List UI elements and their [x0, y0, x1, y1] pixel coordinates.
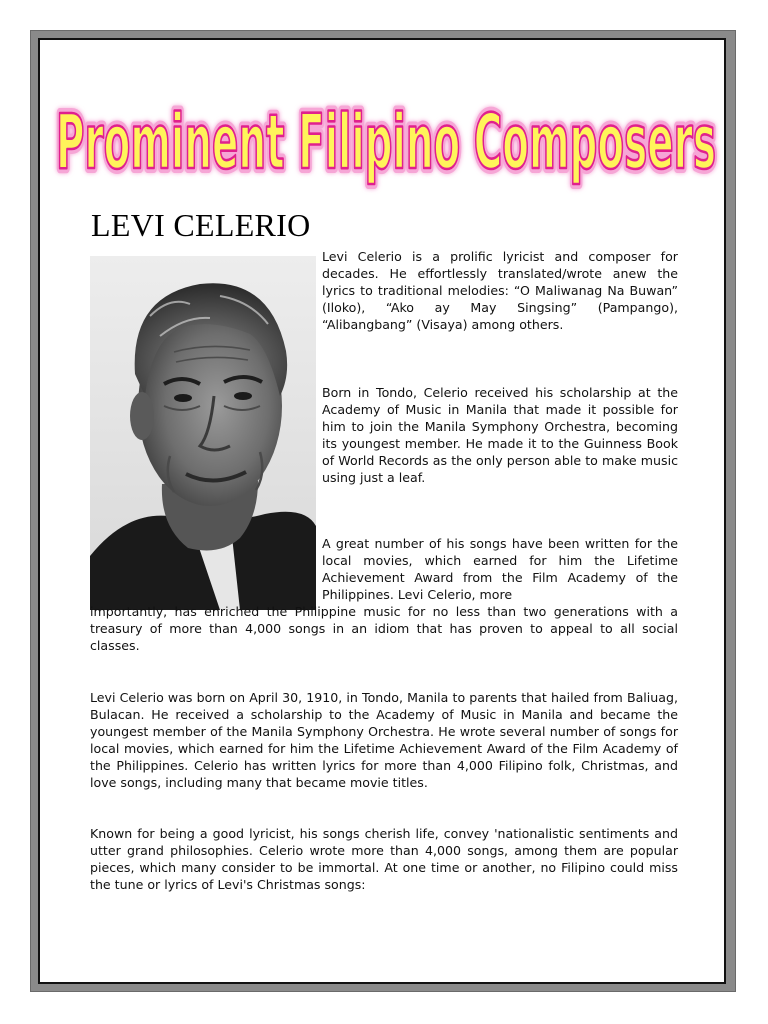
paragraph-legacy: Known for being a good lyricist, his songs cherish life, convey 'nationalistic sentiments and utter grand philosophies. Celerio wrote more than 4,000 songs, among them are popular pieces, which many consider to be immortal. At one time or another, no Filipino could miss the tune or lyrics of Levi's Christmas songs: [90, 826, 678, 893]
composer-portrait [90, 256, 316, 610]
page-title-wordart [50, 58, 722, 194]
portrait-photo-icon [90, 256, 316, 610]
composer-name-heading: LEVI CELERIO [91, 207, 311, 243]
paragraph-movies-part1: A great number of his songs have been written for the local movies, which earned for him the Lifetime Achievement Award from the Film Academy of the Philippines. Levi Celerio, more [322, 536, 678, 603]
page-title-glow: Prominent Filipino Composers [56, 97, 716, 186]
paragraph-biography: Levi Celerio was born on April 30, 1910, in Tondo, Manila to parents that hailed from Baliuag, Bulacan. He received a scholarship to the Academy of Music in Manila and became the youngest member of the Manila Symphony Orchestra. He wrote several number of songs for local movies, which earned for him the Lifetime Achievement Award of the Film Academy of the Philippines. Celerio has written lyrics for more than 4,000 Filipino folk, Christmas, and love songs, including many that became movie titles. [90, 690, 678, 791]
page-title: Prominent Filipino Composers [56, 97, 716, 186]
paragraph-movies-part2: importantly, has enriched the Philippine music for no less than two generations with a treasury of more than 4,000 songs in an idiom that has proven to appeal to all social classes. [90, 604, 678, 654]
paragraph-intro: Levi Celerio is a prolific lyricist and composer for decades. He effortlessly translated/wrote anew the lyrics to traditional melodies: “O Maliwanag Na Buwan” (Iloko), “Ako ay May Singsing” (Pampango), “Alibangbang” (Visaya) among others. [322, 249, 678, 333]
paragraph-early-life: Born in Tondo, Celerio received his scholarship at the Academy of Music in Manila that made it possible for him to join the Manila Symphony Orchestra, becoming its youngest member. He made it to the Guinness Book of World Records as the only person able to make music using just a leaf. [322, 385, 678, 486]
